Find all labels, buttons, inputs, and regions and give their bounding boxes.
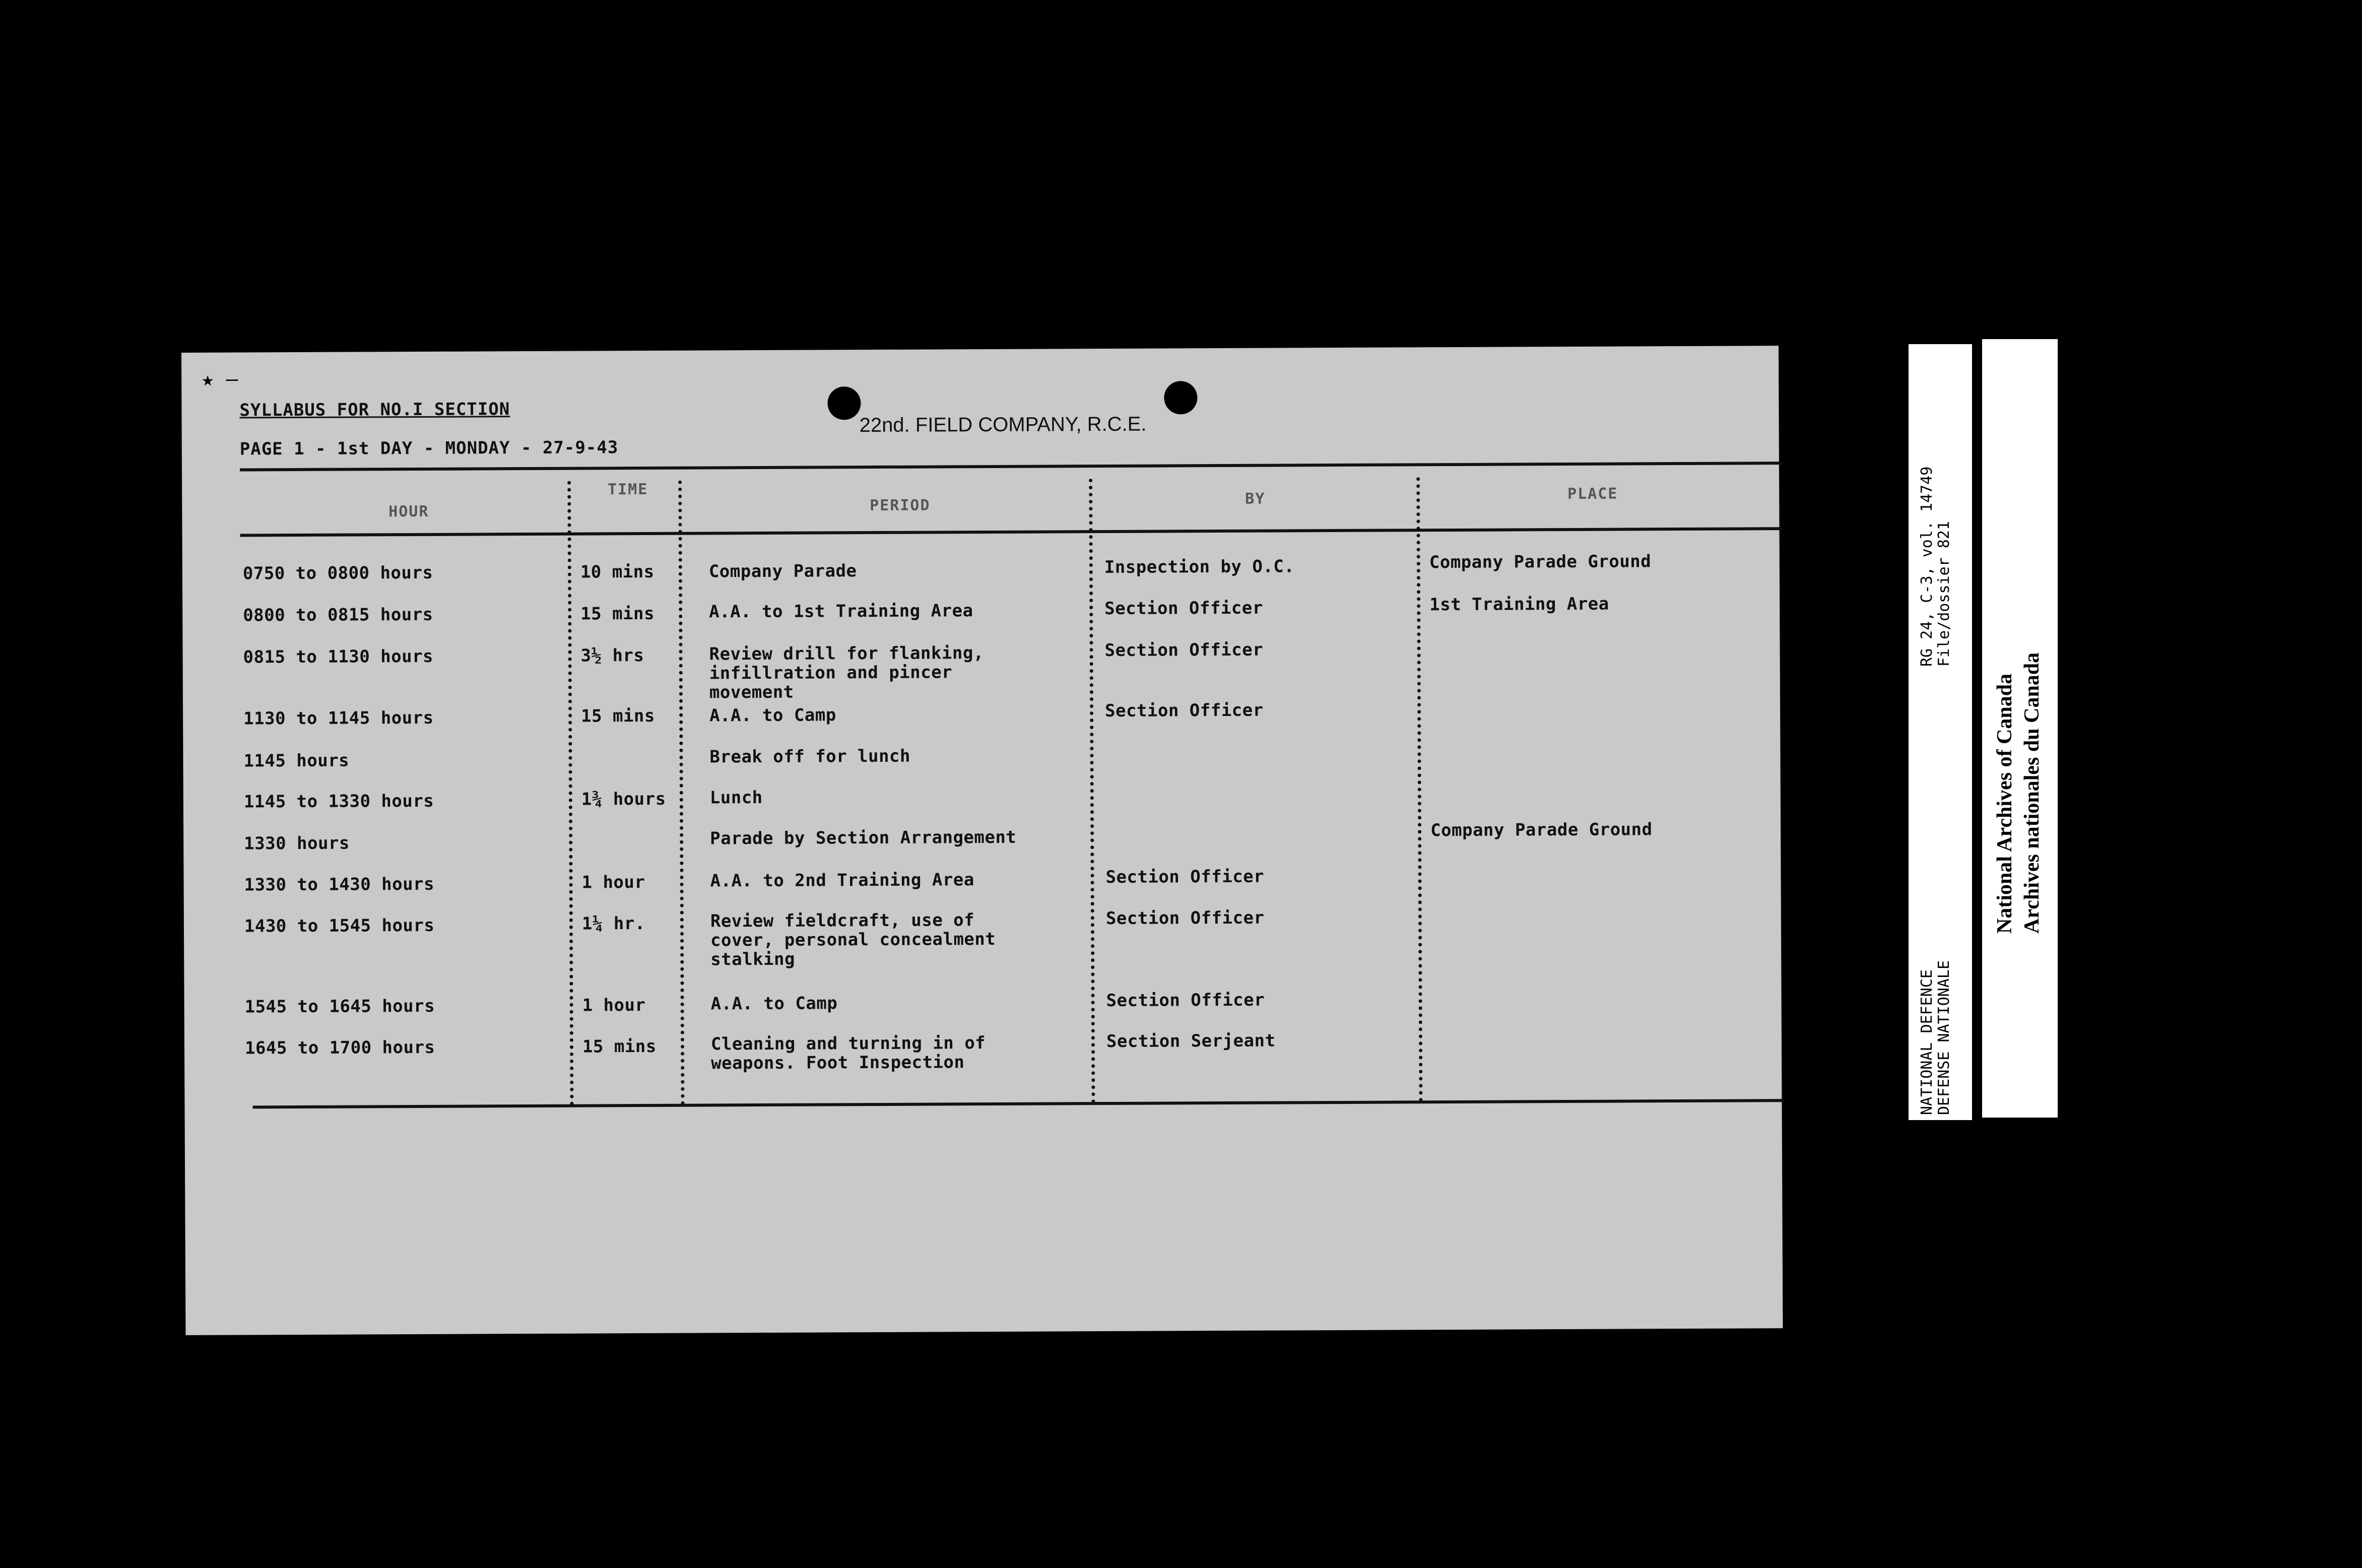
header-place: PLACE (1567, 485, 1618, 503)
archives-name-fr: Archives nationales du Canada (2020, 652, 2044, 934)
by-cell: Section Serjeant (1106, 1030, 1276, 1052)
period-cell: Review drill for flanking, infillration and pincer movement (709, 643, 984, 703)
by-cell: Section Officer (1105, 700, 1264, 722)
hour-cell: 0750 to 0800 hours (242, 562, 433, 584)
period-cell: Company Parade (708, 561, 857, 582)
department-line-fr: DEFENSE NATIONALE (1935, 960, 1953, 1115)
place-cell (1430, 698, 1773, 700)
by-cell (1105, 744, 1417, 746)
place-cell (1430, 743, 1773, 744)
corner-mark: ★ — (202, 367, 238, 391)
time-cell: 15 mins (582, 1036, 657, 1057)
table-header-rule (240, 527, 1782, 537)
table-top-rule (240, 462, 1782, 471)
header-by: BY (1245, 490, 1266, 508)
national-archives-text (1991, 652, 2046, 934)
national-archives-label (1982, 339, 2058, 1118)
place-cell: Company Parade Ground (1430, 819, 1653, 841)
period-cell: A.A. to 1st Training Area (709, 601, 973, 622)
hour-cell: 0800 to 0815 hours (243, 604, 433, 626)
time-cell: 15 mins (580, 603, 655, 624)
by-cell: Inspection by O.C. (1104, 556, 1295, 578)
place-cell (1430, 783, 1773, 785)
by-cell: Section Officer (1104, 639, 1264, 661)
archive-reference-text (1919, 467, 1953, 667)
period-cell: A.A. to Camp (710, 993, 838, 1014)
hour-cell: 1330 hours (244, 833, 350, 854)
archive-reference-label (1909, 344, 1972, 1120)
place-cell (1430, 865, 1773, 866)
time-cell: 1¼ hr. (581, 913, 645, 934)
syllabus-title: SYLLABUS FOR NO.I SECTION (239, 399, 510, 421)
archives-name-en: National Archives of Canada (1993, 673, 2016, 934)
time-cell: 3½ hrs (580, 645, 644, 666)
by-cell: Section Officer (1104, 598, 1263, 619)
document-sheet (181, 346, 1783, 1335)
time-cell: 15 mins (581, 705, 655, 727)
hour-cell: 1545 to 1645 hours (244, 996, 435, 1017)
period-cell: A.A. to Camp (709, 705, 836, 726)
time-cell (581, 749, 707, 750)
place-cell: Company Parade Ground (1429, 551, 1652, 573)
time-cell: 1 hour (581, 872, 645, 893)
department-line-en: NATIONAL DEFENCE (1918, 969, 1936, 1115)
company-stamp: 22nd. FIELD COMPANY, R.C.E. (859, 413, 1147, 437)
time-cell: 1¾ hours (581, 789, 666, 810)
reference-line-1: RG 24, C-3, vol. 14749 (1918, 466, 1936, 667)
by-cell: Section Officer (1106, 990, 1265, 1011)
period-cell: A.A. to 2nd Training Area (710, 870, 974, 891)
header-time: TIME (607, 480, 648, 499)
by-cell (1105, 826, 1418, 827)
header-period: PERIOD (870, 496, 931, 515)
by-cell: Section Officer (1105, 866, 1265, 888)
reference-line-2: File/dossier 821 (1935, 521, 1953, 667)
hour-cell: 1430 to 1545 hours (244, 915, 435, 937)
period-cell: Cleaning and turning in of weapons. Foot Inspection (710, 1033, 986, 1074)
by-cell (1105, 785, 1418, 787)
department-text (1919, 960, 1953, 1115)
hour-cell: 0815 to 1130 hours (243, 646, 434, 668)
by-cell: Section Officer (1105, 907, 1265, 929)
period-cell: Lunch (709, 787, 763, 808)
hour-cell: 1330 to 1430 hours (244, 874, 435, 895)
hour-cell: 1145 hours (243, 750, 350, 771)
hour-cell: 1145 to 1330 hours (243, 791, 434, 812)
column-divider-1 (567, 481, 573, 1106)
page-date-line: PAGE 1 - 1st DAY - MONDAY - 27-9-43 (239, 437, 619, 460)
place-cell (1430, 638, 1773, 639)
punch-hole-left (827, 386, 861, 420)
period-cell: Break off for lunch (709, 746, 911, 767)
time-cell: 1 hour (582, 995, 646, 1016)
hour-cell: 1130 to 1145 hours (243, 707, 434, 729)
period-cell: Parade by Section Arrangement (710, 827, 1017, 849)
table-bottom-rule (253, 1099, 1785, 1108)
header-hour: HOUR (388, 502, 429, 521)
time-cell: 10 mins (580, 561, 654, 582)
punch-hole-right (1164, 381, 1197, 414)
place-cell (1431, 1029, 1774, 1030)
place-cell: 1st Training Area (1429, 594, 1609, 615)
hour-cell: 1645 to 1700 hours (244, 1037, 435, 1059)
place-cell (1431, 906, 1774, 907)
period-cell: Review fieldcraft, use of cover, personal concealment stalking (710, 910, 996, 970)
place-cell (1431, 988, 1774, 990)
